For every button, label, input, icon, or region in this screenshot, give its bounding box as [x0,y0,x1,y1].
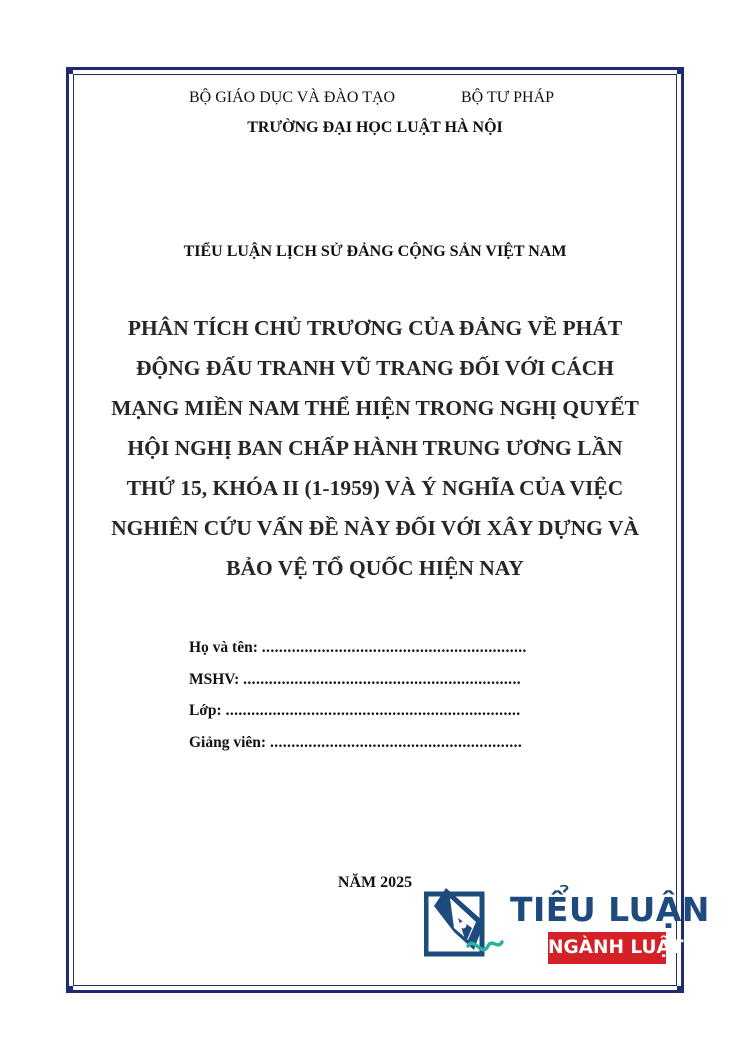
title-line: THỨ 15, KHÓA II (1-1959) VÀ Ý NGHĨA CỦA VIỆC [126,476,624,500]
year-label: NĂM 2025 [337,874,413,891]
title-line: ĐỘNG ĐẤU TRANH VŨ TRANG ĐỐI VỚI CÁCH [135,356,615,380]
logo-text: TIỂU LUẬN [510,890,710,929]
info-row-class [189,702,527,734]
name-field: .............................................................. [261,639,527,656]
class-label: Lớp: [189,702,222,719]
id-field: ................................................................. [243,670,521,688]
name-label: Họ và tên: [189,639,258,656]
brand-logo [424,886,710,972]
ministry-right: BỘ TƯ PHÁP [461,89,555,106]
title-line: NGHIÊN CỨU VẤN ĐỀ NÀY ĐỐI VỚI XÂY DỰNG VÀ [111,516,639,540]
teacher-field: ........................................................... [269,733,523,751]
teacher-label: Giảng viên: [189,733,267,751]
university-name: TRƯỜNG ĐẠI HỌC LUẬT HÀ NỘI [247,119,503,136]
info-row-name [189,639,527,671]
title-line: BẢO VỆ TỔ QUỐC HIỆN NAY [226,556,524,580]
info-row-teacher [189,734,527,766]
essay-title [100,308,650,588]
info-row-id [189,671,527,703]
subject-heading: TIỂU LUẬN LỊCH SỬ ĐẢNG CỘNG SẢN VIỆT NAM [183,243,567,260]
class-field: ..................................................................... [225,702,521,719]
border-corner-bottom-left [66,986,73,993]
title-line: PHÂN TÍCH CHỦ TRƯƠNG CỦA ĐẢNG VỀ PHÁT [127,316,623,340]
id-label: MSHV: [189,670,240,688]
title-line: MẠNG MIỀN NAM THỂ HIỆN TRONG NGHỊ QUYẾT [111,396,639,420]
pen-nib-icon [424,888,508,970]
student-info [189,639,527,765]
border-corner-top-left [66,67,73,74]
title-line: HỘI NGHỊ BAN CHẤP HÀNH TRUNG ƯƠNG LẦN [127,436,623,460]
border-corner-bottom-right [677,986,684,993]
logo-badge: NGÀNH LUẬT [548,932,666,964]
ministry-left: BỘ GIÁO DỤC VÀ ĐÀO TẠO [189,89,396,106]
border-corner-top-right [677,67,684,74]
